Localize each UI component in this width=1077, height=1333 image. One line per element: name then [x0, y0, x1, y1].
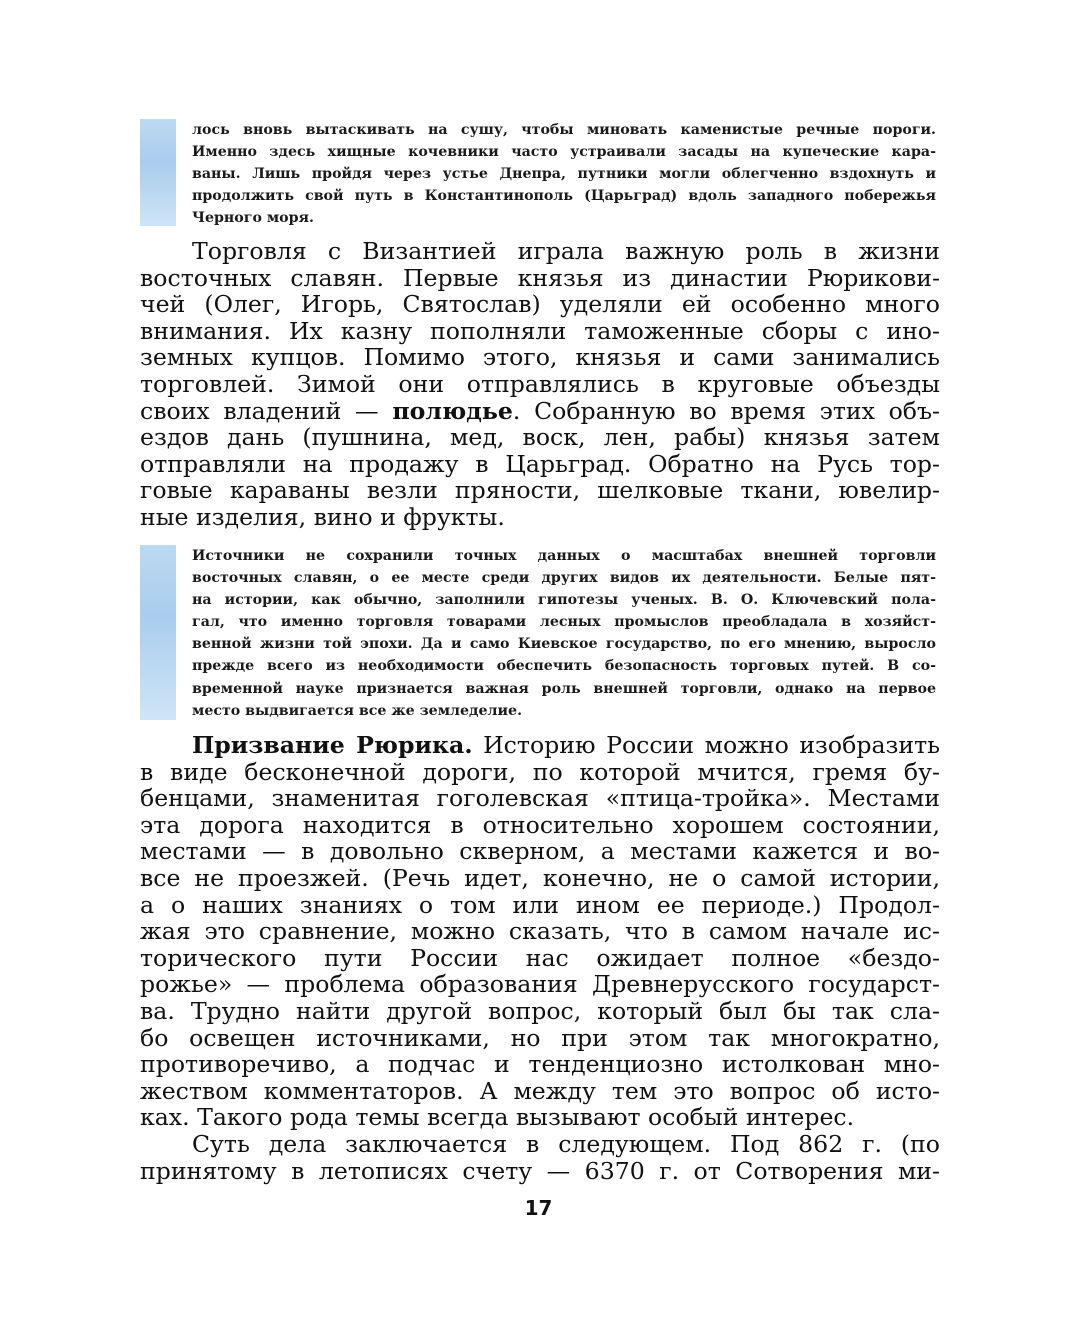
paragraph-line: торического пути России нас ожидает полное «бездо-: [140, 943, 940, 972]
paragraph-line: принятому в летописях счету — 6370 г. от Сотворения ми-: [140, 1156, 940, 1185]
paragraph-line: местами — в довольно скверном, а местами кажется и во-: [140, 837, 940, 866]
note-line: Черного моря.: [192, 210, 314, 227]
paragraph-line: бо освещен источниками, но при этом так многократно,: [140, 1023, 940, 1052]
paragraph-line: ные изделия, вино и фрукты.: [140, 502, 505, 531]
note-line: продолжить свой путь в Константинополь (Царьград) вдоль западного побережья: [192, 188, 936, 205]
paragraph-line: все не проезжей. (Речь идет, конечно, не о самой истории,: [140, 863, 940, 892]
paragraph-line: ках. Такого рода темы всегда вызывают особый интерес.: [140, 1103, 855, 1132]
paragraph-line: ездов дань (пушнина, мед, воск, лен, рабы) князья затем: [140, 423, 940, 452]
paragraph-line: жая это сравнение, можно сказать, что в самом начале ис-: [140, 917, 940, 946]
paragraph-line: внимания. Их казну пополняли таможенные сборы с ино-: [140, 316, 940, 345]
paragraph-line: чей (Олег, Игорь, Святослав) уделяли ей особенно много: [140, 290, 940, 319]
term-poludye: полюдье: [392, 396, 513, 425]
note-line: венной жизни той эпохи. Да и само Киевское государство, по его мнению, выросло: [192, 636, 936, 653]
paragraph-line: Торговля с Византией играла важную роль в жизни: [192, 237, 940, 265]
paragraph-trade: [140, 238, 940, 531]
paragraph-line: противоречиво, а подчас и тенденциозно истолкован мно-: [140, 1050, 940, 1079]
page-number: 17: [524, 1196, 553, 1220]
note-line: лось вновь вытаскивать на сушу, чтобы миновать каменистые речные пороги.: [192, 122, 936, 138]
sidebar-note-2: [140, 545, 940, 720]
paragraph-line: ва. Трудно найти другой вопрос, который был бы так сла-: [140, 996, 940, 1025]
section-heading: Призвание Рюрика.: [192, 731, 473, 759]
note-line: восточных славян, о ее месте среди других видов их деятельности. Белые пят-: [192, 570, 936, 587]
paragraph-rurik: [140, 732, 940, 1131]
paragraph-line: [140, 398, 940, 425]
note-line: Источники не сохранили точных данных о масштабах внешней торговли: [192, 548, 936, 564]
note-line: ваны. Лишь пройдя через устье Днепра, путники могли облегченно вздохнуть и: [192, 166, 936, 183]
note-marker-bar: [140, 545, 176, 720]
paragraph-line: бенцами, знаменитая гоголевская «птица-тройка». Местами: [140, 784, 940, 813]
line-fragment: . Собранную во время этих объ-: [512, 396, 940, 425]
note-line: временной науке признается важная роль внешней торговли, однако на первое: [192, 680, 936, 697]
paragraph-line: а о наших знаниях о том или ином ее периоде.) Продол-: [140, 890, 940, 919]
note-line: на истории, как обычно, заполнили гипотезы ученых. В. О. Ключевский пола-: [192, 592, 936, 609]
paragraph-line: Суть дела заключается в следующем. Под 862 г. (по: [192, 1130, 940, 1158]
note-line: прежде всего из необходимости обеспечить безопасность торговых путей. В со-: [192, 658, 936, 675]
paragraph-line: земных купцов. Помимо этого, князья и сами занимались: [140, 343, 940, 372]
note-line: Именно здесь хищные кочевники часто устраивали засады на купеческие кара-: [192, 144, 936, 161]
note-line: место выдвигается все же земледелие.: [192, 702, 523, 719]
paragraph-line: [140, 732, 940, 759]
paragraph-line: торговлей. Зимой они отправлялись в круговые объезды: [140, 369, 940, 398]
paragraph-line: отправляли на продажу в Царьград. Обратно на Русь тор-: [140, 449, 940, 478]
note-text: [192, 545, 936, 722]
sidebar-note-1: [140, 119, 940, 226]
paragraph-line: эта дорога находится в относительно хорошем состоянии,: [140, 810, 940, 839]
line-fragment: Историю России можно изобразить: [472, 731, 940, 759]
paragraph-line: восточных славян. Первые князья из династии Рюрикови-: [140, 263, 940, 292]
paragraph-essence: [140, 1131, 940, 1184]
note-text: [192, 119, 936, 229]
paragraph-line: рожье» — проблема образования Древнерусского государст-: [140, 970, 940, 999]
paragraph-line: говые караваны везли пряности, шелковые ткани, ювелир-: [140, 476, 940, 505]
paragraph-line: в виде бесконечной дороги, по которой мчится, гремя бу-: [140, 757, 940, 786]
note-marker-bar: [140, 119, 176, 226]
paragraph-line: жеством комментаторов. А между тем это вопрос об исто-: [140, 1076, 940, 1105]
line-fragment: своих владений —: [140, 396, 393, 425]
note-line: гал, что именно торговля товарами лесных промыслов преобладала в хозяйст-: [192, 614, 936, 631]
